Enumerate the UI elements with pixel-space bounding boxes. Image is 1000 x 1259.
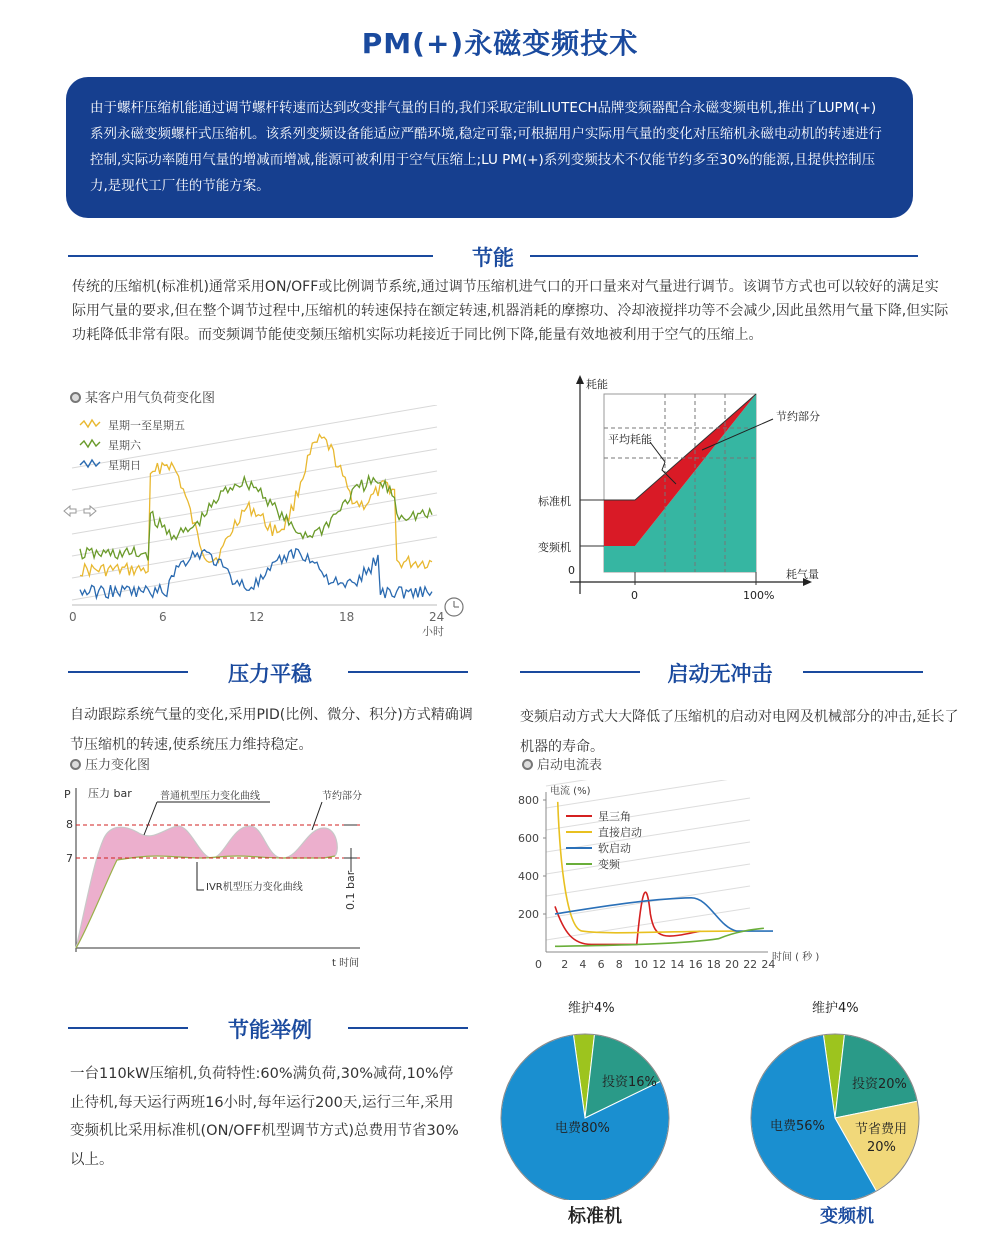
saving-label: 节约部分 [776, 410, 820, 423]
pie-label: 投资16% [602, 1075, 657, 1090]
pie-label: 电费80% [555, 1121, 610, 1136]
load-x-tick: 12 [249, 610, 265, 624]
power-x-tick-100: 100% [743, 589, 775, 602]
startup-x-tick: 18 [706, 958, 721, 971]
pie-label: 维护4% [568, 1001, 615, 1016]
pressure-tick-8: 8 [66, 818, 73, 831]
bullet-icon [522, 759, 533, 770]
startup-y-tick: 200 [518, 908, 539, 921]
startup-x-tick: 22 [743, 958, 758, 971]
startup-x-label: 时间 ( 秒 ) [772, 952, 820, 963]
startup-x-tick: 24 [761, 958, 776, 971]
energy-text: 传统的压缩机(标准机)通常采用ON/OFF或比例调节系统,通过调节压缩机进气口的开口量来对气量进行调节。该调节方式也可以较好的满足实际用气量的要求,但在整个调节过程中,压缩机的转速保持在额定转速,机器消耗的摩擦功、冷却液搅拌功等不会减少,因此虽然用气量下降,但实际功耗降低非常有限。而变频调节能使变频压缩机实际功耗接近于同比例下降,能量有效地被利用于空气的压缩上。 [72, 279, 949, 343]
pressure-x-axis: t 时间 [332, 958, 360, 969]
pressure-chart [62, 780, 382, 972]
bullet-icon [70, 392, 81, 403]
example-heading: 节能举例 [228, 1018, 312, 1042]
pressure-saving-label: 节约部分 [322, 791, 362, 802]
startup-x-tick: 12 [652, 958, 667, 971]
startup-y-tick: 400 [518, 870, 539, 883]
startup-x-tick: 16 [688, 958, 703, 971]
startup-text: 变频启动方式大大降低了压缩机的启动对电网及机械部分的冲击,延长了机器的寿命。 [520, 709, 959, 755]
load-series-0 [80, 435, 432, 577]
startup-legend-label: 变频 [598, 858, 620, 871]
load-chart-caption: 某客户用气负荷变化图 [70, 387, 215, 406]
startup-x-tick: 2 [561, 958, 569, 971]
power-x-tick-0: 0 [631, 589, 638, 602]
startup-legend-label: 星三角 [598, 810, 631, 823]
avg-label: 平均耗能 [608, 433, 652, 446]
load-legend-swatch [80, 420, 100, 427]
page-title: PM(+)永磁变频技术 [361, 27, 639, 60]
energy-section-header [68, 242, 918, 272]
std-machine-label: 标准机 [538, 495, 571, 508]
pie-label: 20% [867, 1140, 896, 1155]
startup-heading: 启动无冲击 [667, 662, 773, 686]
intro-text: 由于螺杆压缩机能通过调节螺杆转速而达到改变排气量的目的,我们采取定制LIUTECH品牌变频器配合永磁变频电机,推出了LUPM(+)系列永磁变频螺杆式压缩机。该系列变频设备能适应严酷环境,稳定可靠;可根据用户实际用气量的变化对压缩机永磁电动机的转速进行控制,实际功率随用气量的增减而增减,能源可被利用于空气压缩上;LU PM(+)系列变频技术不仅能节约多至30%的能源,且提供控制压力,是现代工厂佳的节能方案。 [90, 100, 882, 194]
load-legend-label: 星期一至星期五 [108, 419, 185, 432]
power-x-label: 耗气量 [786, 568, 819, 581]
startup-series-0 [555, 892, 700, 944]
vfd-machine-label: 变频机 [538, 541, 571, 554]
pressure-chart-caption: 压力变化图 [70, 754, 150, 773]
startup-x-tick: 8 [615, 958, 623, 971]
pie-vfd-title: 变频机 [820, 1206, 874, 1227]
example-text: 一台110kW压缩机,负荷特性:60%满负荷,30%减荷,10%停止待机,每天运行两班16小时,每年运行200天,运行三年,采用变频机比采用标准机(ON/OFF机型调节方式)总费用节省30%以上。 [70, 1066, 459, 1168]
pie-standard-title: 标准机 [568, 1206, 622, 1227]
pie-label: 投资20% [852, 1077, 907, 1092]
startup-legend-label: 软启动 [598, 842, 631, 855]
pressure-y-axis: P [64, 788, 71, 801]
load-x-tick: 18 [339, 610, 355, 624]
startup-x-tick: 6 [597, 958, 605, 971]
startup-legend-label: 直接启动 [598, 826, 642, 839]
pie-label: 维护4% [812, 1001, 859, 1016]
startup-series-2 [555, 898, 773, 931]
example-section-header [68, 1014, 468, 1044]
load-legend-swatch [80, 440, 100, 447]
startup-chart [510, 780, 840, 975]
clock-icon [445, 598, 463, 616]
startup-series-1 [558, 802, 737, 933]
startup-section-header [520, 658, 925, 688]
bullet-icon [70, 759, 81, 770]
startup-x-tick: 0 [535, 958, 542, 971]
pressure-heading: 压力平稳 [228, 662, 312, 686]
pie-standard [501, 1000, 669, 1200]
load-x-tick: 0 [69, 610, 77, 624]
pressure-text: 自动跟踪系统气量的变化,采用PID(比例、微分、积分)方式精确调节压缩机的转速,使系统压力维持稳定。 [70, 707, 473, 753]
power-y-label: 耗能 [586, 378, 608, 391]
load-x-tick: 24 [429, 610, 445, 624]
load-legend-label: 星期六 [108, 439, 141, 452]
startup-x-tick: 10 [634, 958, 648, 971]
power-chart [530, 372, 830, 607]
startup-x-tick: 14 [670, 958, 685, 971]
ivr-curve-label: IVR机型压力变化曲线 [206, 882, 303, 893]
intro-box [66, 77, 913, 218]
load-chart [62, 405, 482, 645]
load-series-2 [80, 549, 432, 599]
startup-x-tick: 4 [579, 958, 587, 971]
power-y-tick: 0 [568, 564, 575, 577]
pie-charts [490, 990, 990, 1200]
pie-vfd [751, 1000, 919, 1200]
startup-y-tick: 600 [518, 832, 539, 845]
startup-y-tick: 800 [518, 794, 539, 807]
delta-label: 0.1 bar [344, 870, 357, 910]
pie-label: 节省费用 [855, 1122, 908, 1137]
pressure-tick-7: 7 [66, 852, 73, 865]
startup-x-tick: 20 [725, 958, 739, 971]
load-legend-label: 星期日 [108, 459, 141, 472]
pie-label: 电费56% [770, 1119, 825, 1134]
load-x-unit: 小时 [422, 625, 444, 638]
pressure-y-unit: 压力 bar [88, 787, 132, 800]
pressure-section-header [68, 658, 468, 688]
startup-y-label: 电流 (%) [550, 786, 591, 797]
startup-chart-caption: 启动电流表 [522, 754, 602, 773]
normal-curve-label: 普通机型压力变化曲线 [160, 791, 260, 802]
energy-heading: 节能 [472, 246, 514, 270]
load-x-tick: 6 [159, 610, 167, 624]
